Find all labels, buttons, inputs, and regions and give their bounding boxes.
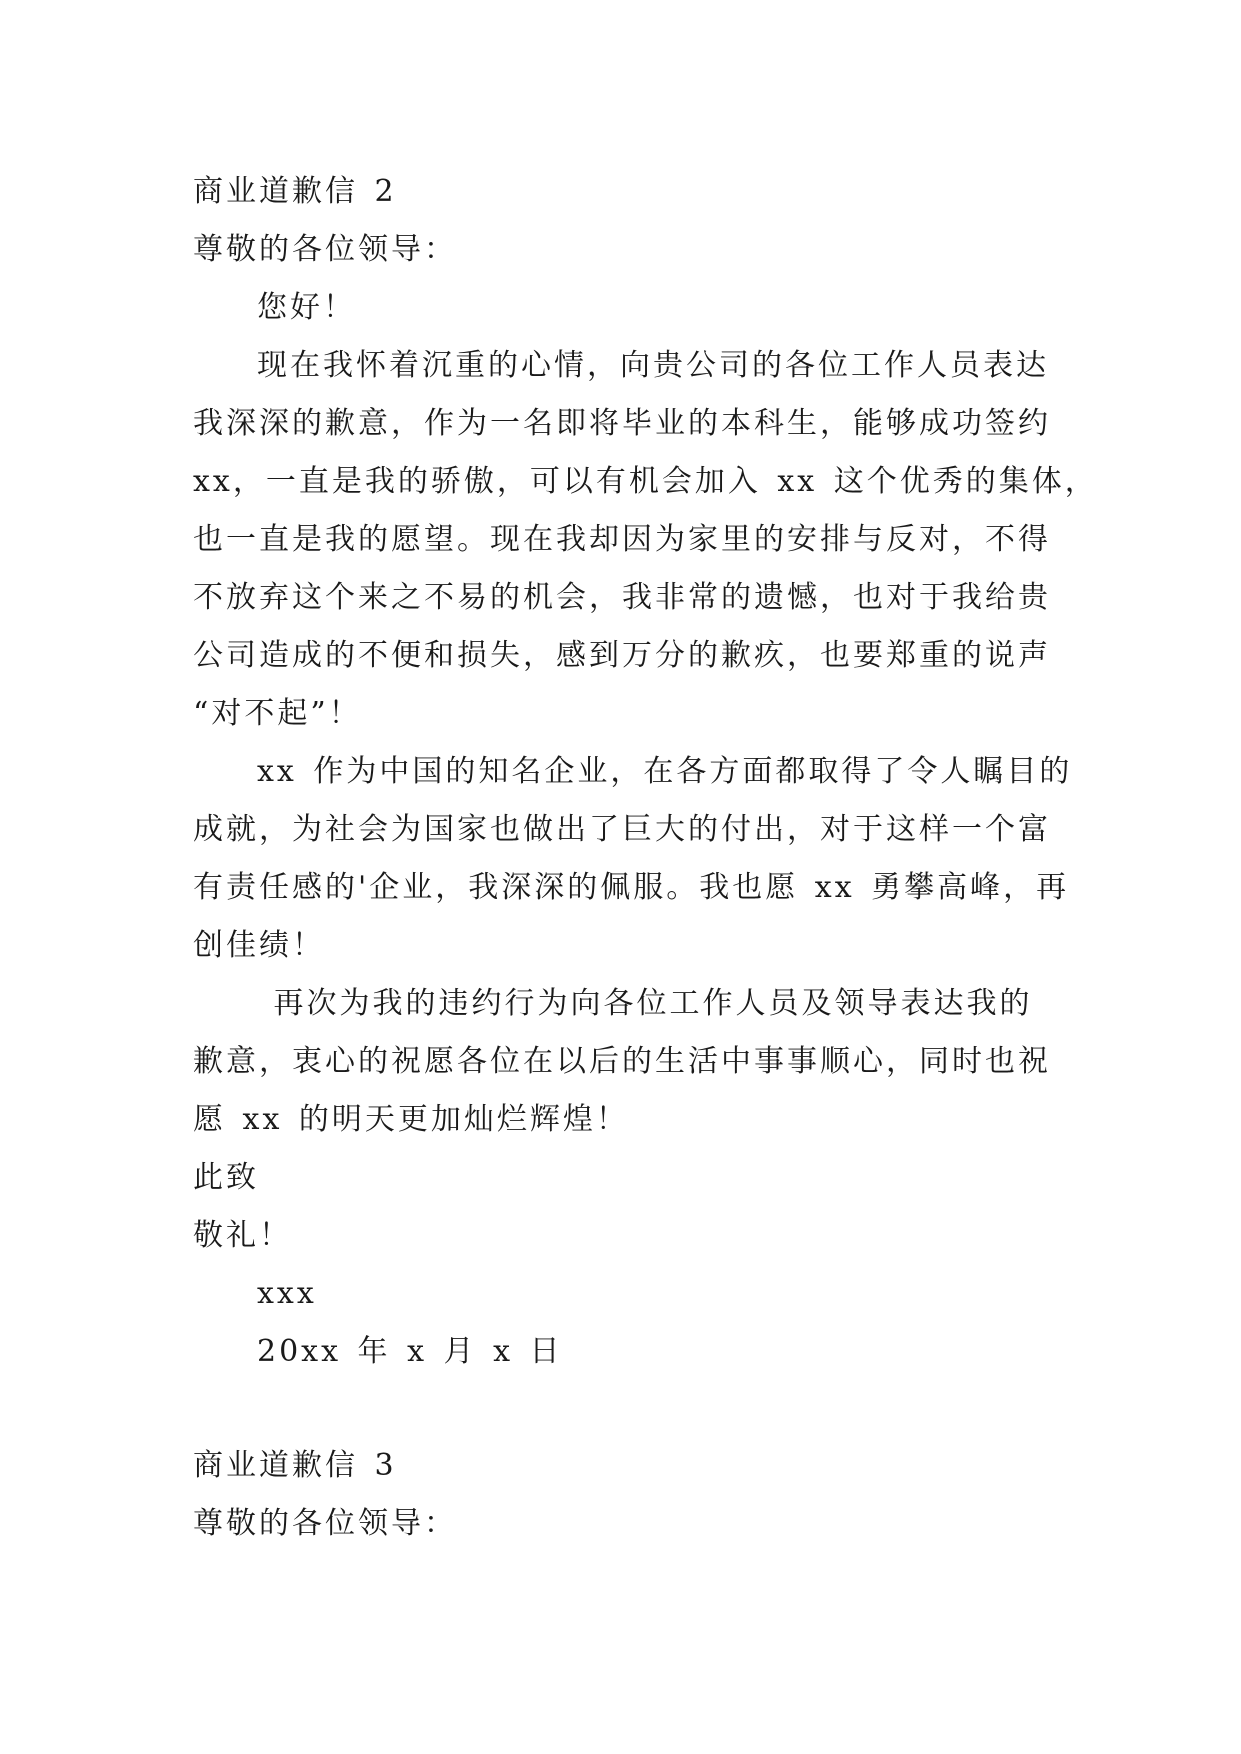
paragraph-line: 愿 xx 的明天更加灿烂辉煌！: [193, 1102, 629, 1137]
paragraph-line: 也一直是我的愿望。现在我却因为家里的安排与反对，不得: [193, 522, 1051, 557]
section-spacer: [193, 1381, 1063, 1437]
body-paragraph-3: [193, 975, 1063, 1149]
letter-3: [193, 1437, 1063, 1553]
paragraph-line: 公司造成的不便和损失，感到万分的歉疚，也要郑重的说声: [193, 638, 1051, 673]
paragraph-line: 我深深的歉意，作为一名即将毕业的本科生，能够成功签约: [193, 406, 1051, 441]
closing-line-1: 此致: [193, 1160, 259, 1195]
body-paragraph-2: [193, 743, 1073, 975]
body-paragraph-1: [193, 337, 1098, 743]
document-body: [193, 163, 1098, 1553]
paragraph-line: 有责任感的'企业，我深深的佩服。我也愿 xx 勇攀高峰，再: [193, 870, 1070, 905]
paragraph-line: 不放弃这个来之不易的机会，我非常的遗憾，也对于我给贵: [193, 580, 1051, 615]
letter-date: 20xx 年 x 月 x 日: [257, 1334, 563, 1369]
letter-greeting: 您好！: [257, 290, 356, 325]
paragraph-line: xx，一直是我的骄傲，可以有机会加入 xx 这个优秀的集体，: [193, 464, 1098, 499]
paragraph-line: 现在我怀着沉重的心情，向贵公司的各位工作人员表达: [257, 348, 1049, 383]
letter-title: 商业道歉信 3: [193, 1448, 397, 1483]
paragraph-line: “对不起”！: [193, 696, 362, 731]
paragraph-line: 创佳绩！: [193, 928, 325, 963]
closing-line-2: 敬礼！: [193, 1218, 292, 1253]
paragraph-line: 成就，为社会为国家也做出了巨大的付出，对于这样一个富: [193, 812, 1051, 847]
letter-salutation: 尊敬的各位领导：: [193, 232, 457, 267]
paragraph-line: 再次为我的违约行为向各位工作人员及领导表达我的: [257, 986, 1033, 1021]
letter-title: 商业道歉信 2: [193, 174, 397, 209]
signature: xxx: [257, 1276, 317, 1311]
paragraph-line: xx 作为中国的知名企业，在各方面都取得了令人瞩目的: [257, 754, 1073, 789]
letter-2: [193, 163, 1098, 1381]
letter-salutation: 尊敬的各位领导：: [193, 1506, 457, 1541]
paragraph-line: 歉意，衷心的祝愿各位在以后的生活中事事顺心，同时也祝: [193, 1044, 1051, 1079]
